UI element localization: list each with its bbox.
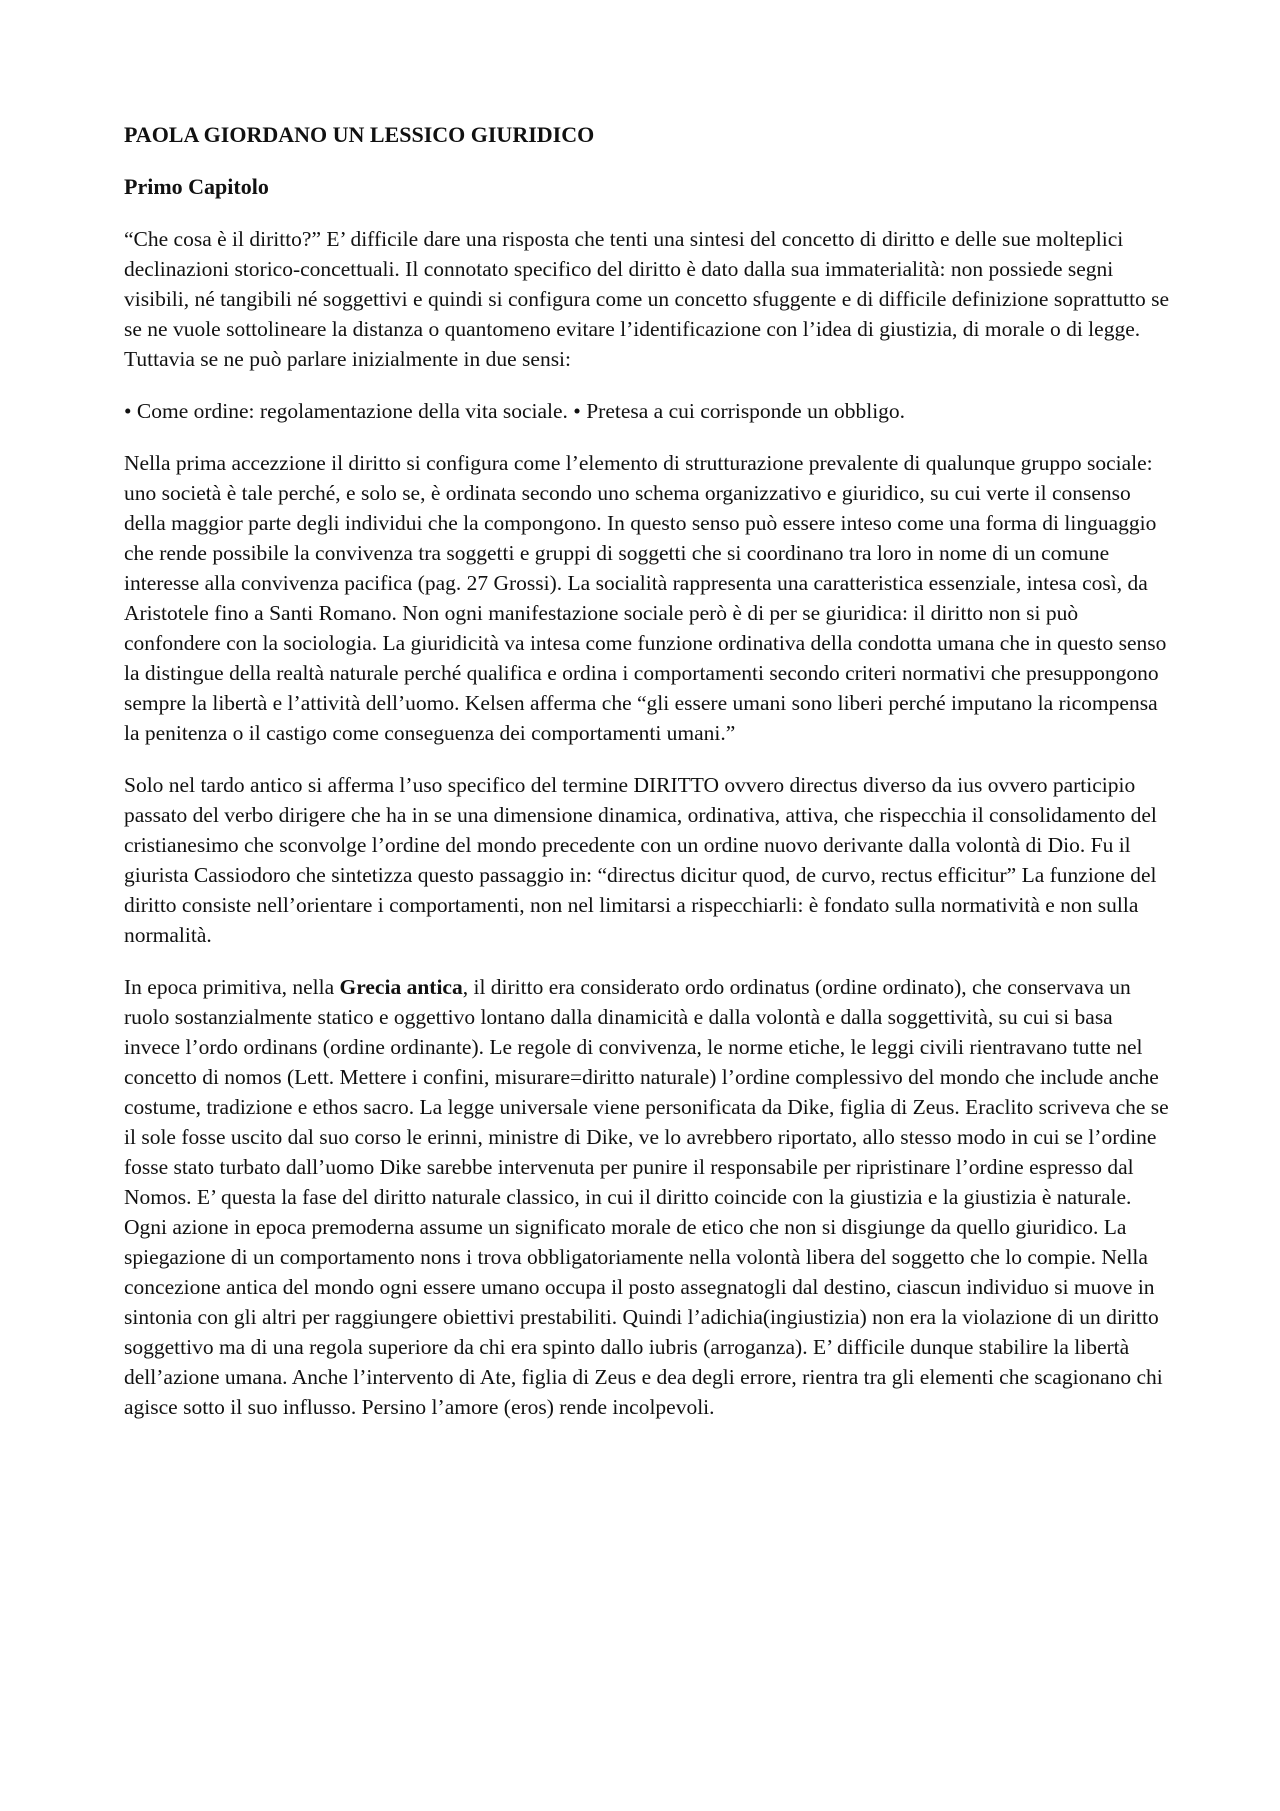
chapter-title: Primo Capitolo (124, 174, 269, 199)
paragraph-5-start: In epoca primitiva, nella (124, 975, 340, 999)
paragraph-4: Solo nel tardo antico si afferma l’uso specifico del termine DIRITTO ovvero directus diverso da ius ovvero participio passato del verbo dirigere che ha in se una dimensione dinamica, ordinativa, attiva, che rispecchia il consolidamento del cristianesimo che sconvolge l’ordine del mondo precedente con un ordine nuovo derivante dalla volontà di Dio. Fu il giurista Cassiodoro che sintetizza questo passaggio in: “directus dicitur quod, de curvo, rectus efficitur” La funzione del diritto consiste nell’orientare i comportamenti, non nel limitarsi a rispecchiarli: è fondato sulla normatività e non sulla normalità. (124, 773, 1157, 947)
document-page (124, 120, 1174, 1444)
paragraph-5-rest: , il diritto era considerato ordo ordinatus (ordine ordinato), che conservava un ruolo sostanzialmente statico e oggettivo lontano dalla dinamicità e dalla volontà e dalla soggettività, su cui si basa invece l’ordo ordinans (ordine ordinante). Le regole di convivenza, le norme etiche, le leggi civili rientravano tutte nel concetto di nomos (Lett. Mettere i confini, misurare=diritto naturale) l’ordine complessivo del mondo che include anche costume, tradizione e ethos sacro. La legge universale viene personificata da Dike, figlia di Zeus. Eraclito scriveva che se il sole fosse uscito dal suo corso le erinni, ministre di Dike, ve lo avrebbero riportato, allo stesso modo in cui se l’ordine fosse stato turbato dall’uomo Dike sarebbe intervenuta per punire il responsabile per ripristinare l’ordine espresso dal Nomos. E’ questa la fase del diritto naturale classico, in cui il diritto coincide con la giustizia e la giustizia è naturale. Ogni azione in epoca premoderna assume un significato morale de etico che non si disgiunge da quello giuridico. La spiegazione di un comportamento nons i trova obbligatoriamente nella volontà libera del soggetto che lo compie. Nella concezione antica del mondo ogni essere umano occupa il posto assegnatogli dal destino, ciascun individuo si muove in sintonia con gli altri per raggiungere obiettivi prestabiliti. Quindi l’adichia(ingiustizia) non era la violazione di un diritto soggettivo ma di una regola superiore da chi era spinto dallo iubris (arroganza). E’ difficile dunque stabilire la libertà dell’azione umana. Anche l’intervento di Ate, figlia di Zeus e dea degli errore, rientra tra gli elementi che scagionano chi agisce sotto il suo influsso. Persino l’amore (eros) rende incolpevoli. (124, 975, 1169, 1419)
paragraph-5-bold-term: Grecia antica (339, 975, 463, 999)
paragraph-1: “Che cosa è il diritto?” E’ difficile dare una risposta che tenti una sintesi del concetto di diritto e delle sue molteplici declinazioni storico-concettuali. Il connotato specifico del diritto è dato dalla sua immaterialità: non possiede segni visibili, né tangibili né soggettivi e quindi si configura come un concetto sfuggente e di difficile definizione soprattutto se se ne vuole sottolineare la distanza o quantomeno evitare l’identificazione con l’idea di giustizia, di morale o di legge. Tuttavia se ne può parlare inizialmente in due sensi: (124, 227, 1170, 371)
document-title: PAOLA GIORDANO UN LESSICO GIURIDICO (124, 122, 595, 147)
paragraph-5 (124, 972, 1174, 1422)
paragraph-3: Nella prima accezzione il diritto si configura come l’elemento di strutturazione prevalente di qualunque gruppo sociale: uno società è tale perché, e solo se, è ordinata secondo uno schema organizzativo e giuridico, su cui verte il consenso della maggior parte degli individui che la compongono. In questo senso può essere inteso come una forma di linguaggio che rende possibile la convivenza tra soggetti e gruppi di soggetti che si coordinano tra loro in nome di un comune interesse alla convivenza pacifica (pag. 27 Grossi). La socialità rappresenta una caratteristica essenziale, intesa così, da Aristotele fino a Santi Romano. Non ogni manifestazione sociale però è di per se giuridica: il diritto non si può confondere con la sociologia. La giuridicità va intesa come funzione ordinativa della condotta umana che in questo senso la distingue della realtà naturale perché qualifica e ordina i comportamenti secondo criteri normativi che presuppongono sempre la libertà e l’attività dell’uomo. Kelsen afferma che “gli essere umani sono liberi perché imputano la ricompensa la penitenza o il castigo come conseguenza dei comportamenti umani.” (124, 451, 1167, 745)
paragraph-2-bullets: • Come ordine: regolamentazione della vita sociale. • Pretesa a cui corrisponde un obbligo. (124, 399, 906, 423)
